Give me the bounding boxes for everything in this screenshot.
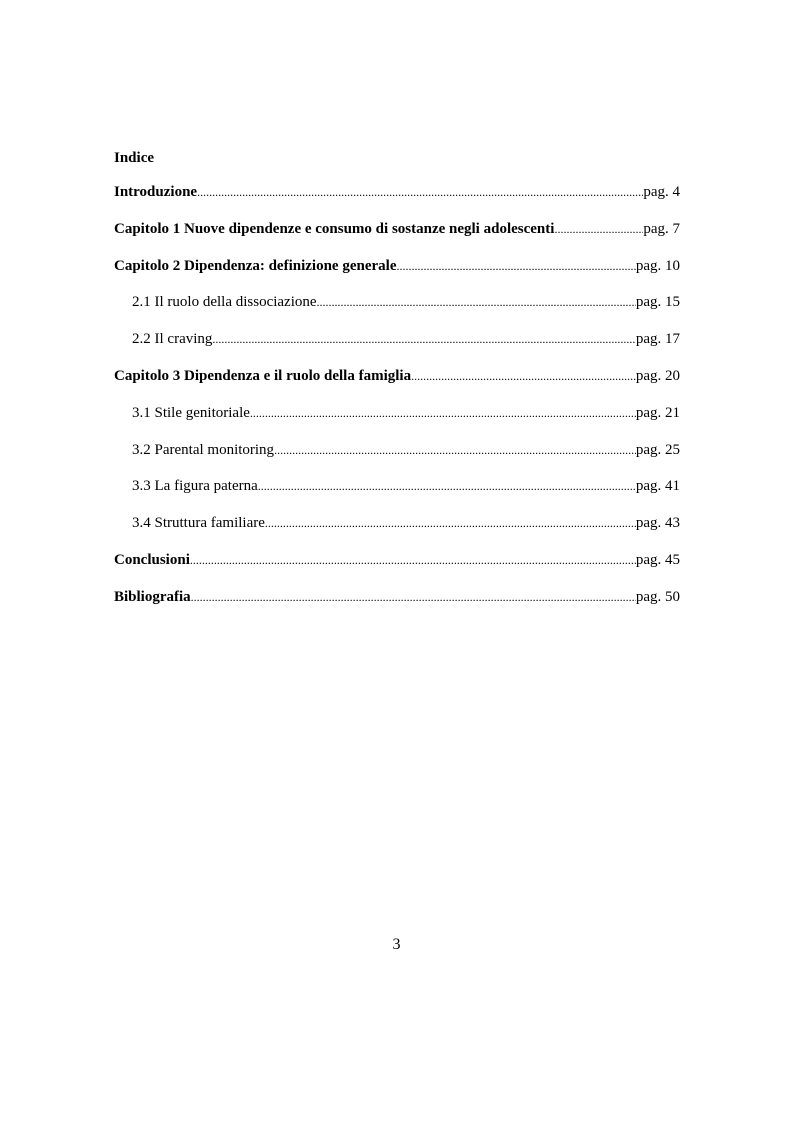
toc-entry-label: Capitolo 2 Dipendenza: definizione generale — [114, 257, 397, 274]
toc-entry-page: pag. 10 — [635, 257, 680, 274]
toc-entry-page: pag. 20 — [635, 367, 680, 384]
toc-entry-label: Capitolo 3 Dipendenza e il ruolo della famiglia — [114, 367, 412, 384]
toc-entry-label: 2.2 Il craving — [132, 331, 213, 348]
dot-leader — [190, 550, 636, 570]
toc-title: Indice — [114, 150, 155, 166]
toc-entry-label: 3.1 Stile genitoriale — [132, 404, 250, 421]
toc-entry-capitolo-2[interactable] — [114, 256, 680, 293]
toc-entry-section-2-2[interactable] — [114, 329, 680, 366]
toc-entry-label: Conclusioni — [114, 551, 190, 568]
toc-entry-section-3-2[interactable] — [114, 440, 680, 477]
toc-entry-conclusioni[interactable] — [114, 550, 680, 587]
toc-entry-page: pag. 21 — [635, 404, 680, 421]
dot-leader — [212, 329, 635, 349]
toc-entry-page: pag. 15 — [635, 294, 680, 311]
dot-leader — [317, 292, 636, 312]
table-of-contents — [114, 182, 680, 624]
toc-entry-page: pag. 45 — [635, 551, 680, 568]
dot-leader — [265, 513, 636, 533]
toc-entry-label: Capitolo 1 Nuove dipendenze e consumo di sostanze negli adolescenti — [114, 220, 555, 237]
dot-leader — [411, 366, 636, 386]
toc-entry-bibliografia[interactable] — [114, 587, 680, 624]
toc-entry-label: 2.1 Il ruolo della dissociazione — [132, 294, 317, 311]
dot-leader — [197, 182, 643, 202]
toc-entry-label: 3.3 La figura paterna — [132, 478, 258, 495]
toc-entry-label: Introduzione — [114, 184, 198, 200]
dot-leader — [554, 219, 643, 239]
toc-entry-page: pag. 43 — [635, 515, 680, 532]
toc-entry-section-3-1[interactable] — [114, 403, 680, 440]
toc-entry-capitolo-3[interactable] — [114, 366, 680, 403]
dot-leader — [250, 403, 636, 423]
dot-leader — [191, 587, 636, 607]
dot-leader — [274, 440, 636, 460]
toc-entry-label: 3.4 Struttura familiare — [132, 515, 265, 532]
page-number: 3 — [392, 936, 401, 953]
dot-leader — [258, 476, 636, 496]
toc-entry-label: Bibliografia — [114, 588, 191, 605]
toc-entry-introduzione[interactable] — [114, 182, 680, 219]
toc-entry-section-3-3[interactable] — [114, 476, 680, 513]
toc-entry-page: pag. 17 — [635, 331, 680, 348]
toc-entry-page: pag. 50 — [635, 588, 680, 605]
toc-entry-page: pag. 25 — [635, 441, 680, 458]
toc-entry-label: 3.2 Parental monitoring — [132, 441, 275, 458]
dot-leader — [396, 256, 635, 276]
toc-entry-page: pag. 4 — [643, 184, 680, 200]
toc-entry-section-2-1[interactable] — [114, 292, 680, 329]
toc-entry-page: pag. 41 — [635, 478, 680, 495]
toc-entry-page: pag. 7 — [643, 220, 680, 237]
toc-entry-capitolo-1[interactable] — [114, 219, 680, 256]
toc-entry-section-3-4[interactable] — [114, 513, 680, 550]
